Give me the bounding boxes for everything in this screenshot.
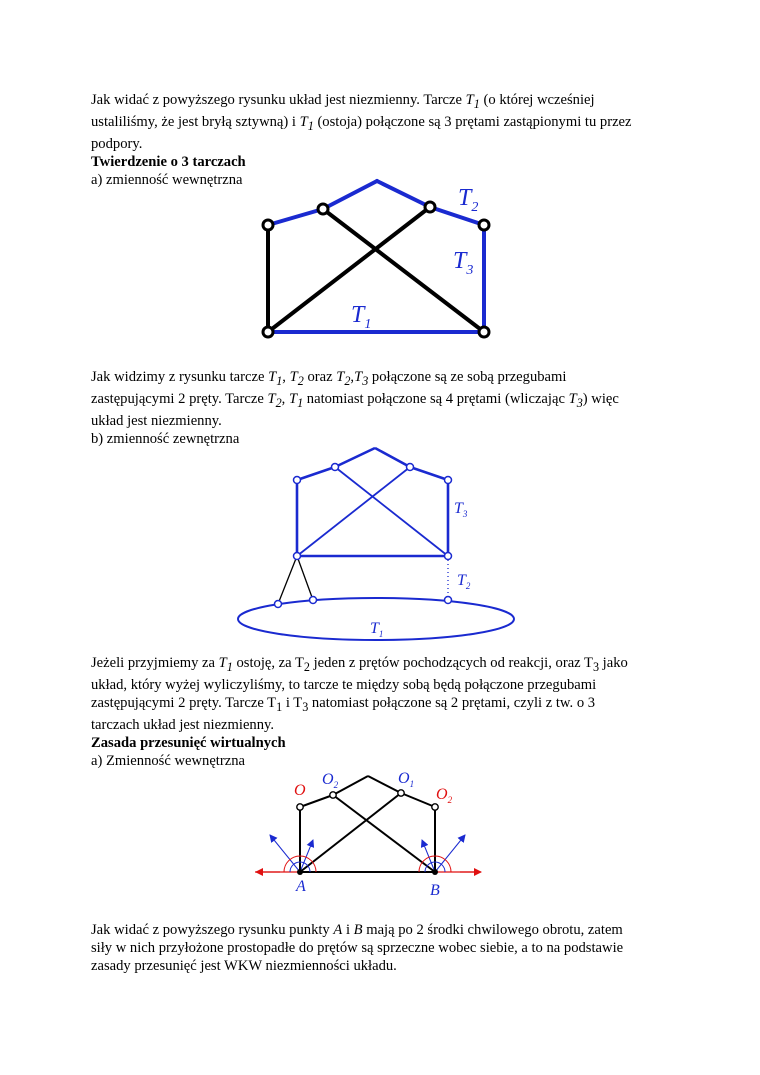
fig2-label-T3: $T_3$ <box>454 500 468 519</box>
fig1-hinge <box>425 202 435 212</box>
fig1-bar-top-right <box>377 181 430 207</box>
paragraph-3-line-4: tarczach układ jest niezmienny. <box>91 716 275 733</box>
fig2-hinge <box>407 464 414 471</box>
paragraph-3-line-3: zastępującymi 2 pręty. Tarcze $T_1$ i $T_3$ natomiast połączone są 2 prętami, czyli z tw. o 3 <box>91 694 596 714</box>
fig3-bar <box>401 793 435 807</box>
fig2-bar <box>335 448 375 467</box>
fig2-support-bar <box>278 556 297 604</box>
paragraph-3-line-1: Jeżeli przyjmiemy za $T_1$ ostoję, za $T_2$ jeden z prętów pochodzących od reakcji, oraz $T_3$ jako <box>91 655 628 674</box>
subheading-internal: a) zmienność wewnętrzna <box>91 171 243 188</box>
fig3-hinge <box>297 804 303 810</box>
paragraph-4-line-1: Jak widać z powyższego rysunku punkty A i B mają po 2 środki chwilowego obrotu, zatem <box>91 922 623 938</box>
fig2-support-bar <box>297 556 313 600</box>
fig3-bar <box>300 793 401 872</box>
subheading-internal-2: a) Zmienność wewnętrzna <box>91 752 245 769</box>
fig2-label-T2: $T_2$ <box>457 572 471 591</box>
fig2-hinge <box>275 601 282 608</box>
fig1-hinge <box>318 204 328 214</box>
paragraph-4-line-2: siły w nich przyłożone prostopadłe do prętów są sprzeczne wobec siebie, a to na podstawie <box>91 940 624 956</box>
paragraph-1-line-2: ustaliliśmy, że jest bryłą sztywną) i $T_1$ (ostoja) połączone są 3 prętami zastąpionymi tu przez <box>91 113 632 133</box>
figure-2-truss <box>232 443 522 651</box>
paragraph-3 <box>91 654 671 770</box>
fig3-label-O2-left: $O_2$ <box>322 771 339 790</box>
subheading-external: b) zmienność zewnętrzna <box>91 430 240 447</box>
paragraph-3-line-2: układ, który wyżej wyliczyliśmy, to tarcze te między sobą będą połączone przegubami <box>91 676 597 693</box>
fig3-label-O1: $O_1$ <box>398 770 415 789</box>
fig1-label-T3: $T_3$ <box>453 248 474 278</box>
fig2-hinge <box>445 597 452 604</box>
fig1-hinge <box>263 220 273 230</box>
paragraph-4 <box>91 921 671 975</box>
paragraph-1-line-1: Jak widać z powyższego rysunku układ jest niezmienny. Tarcze $T_1$ (o której wcześniej <box>91 92 595 111</box>
paragraph-4-line-3: zasady przesunięć jest WKW niezmienności układu. <box>91 958 397 974</box>
fig3-label-O: O <box>294 782 306 799</box>
fig2-bar <box>297 467 410 556</box>
fig2-hinge <box>445 553 452 560</box>
figure-1-truss <box>255 175 500 345</box>
fig1-hinge <box>263 327 273 337</box>
fig2-hinge <box>294 553 301 560</box>
fig2-bar <box>297 467 335 480</box>
paragraph-1-line-3: podpory. <box>91 135 143 152</box>
fig2-hinge <box>294 477 301 484</box>
fig1-bar-diagonal-2 <box>268 207 430 332</box>
fig2-hinge <box>310 597 317 604</box>
fig3-hinge <box>398 790 404 796</box>
fig2-label-T1: $T_1$ <box>370 620 384 639</box>
paragraph-2 <box>91 368 671 448</box>
fig1-label-T1: $T_1$ <box>351 302 372 332</box>
fig3-label-A: A <box>296 878 306 895</box>
fig2-bar <box>410 467 448 480</box>
paragraph-2-line-2: zastępującymi 2 pręty. Tarcze $T_2$, $T_1$ natomiast połączone są 4 prętami (wliczając $T_3$) więc <box>91 390 619 410</box>
fig1-label-T2: $T_2$ <box>458 185 479 215</box>
fig3-point-b <box>432 869 438 875</box>
fig2-hinge <box>445 477 452 484</box>
fig2-bar <box>335 467 448 556</box>
fig2-hinge <box>332 464 339 471</box>
fig3-hinge <box>330 792 336 798</box>
heading-virtual-displacements: Zasada przesunięć wirtualnych <box>91 734 286 751</box>
fig1-bar-top-left <box>323 181 377 209</box>
fig3-hinge <box>432 804 438 810</box>
fig1-hinge <box>479 220 489 230</box>
fig2-bar <box>375 448 410 467</box>
paragraph-2-line-3: układ jest niezmienny. <box>91 412 222 429</box>
figure-3-virtual-displacements <box>250 765 490 900</box>
fig3-bar <box>333 776 368 795</box>
fig3-bar <box>368 776 401 793</box>
heading-theorem: Twierdzenie o 3 tarczach <box>91 153 246 170</box>
fig3-point-a <box>297 869 303 875</box>
paragraph-2-line-1: Jak widzimy z rysunku tarcze $T_1$, $T_2$ oraz $T_2,T_3$ połączone są ze sobą przegubami <box>91 369 567 388</box>
fig1-bar-left-top <box>268 209 323 225</box>
fig1-hinge <box>479 327 489 337</box>
fig3-label-O2-right: $O_2$ <box>436 786 453 805</box>
fig3-label-B: B <box>430 882 440 899</box>
